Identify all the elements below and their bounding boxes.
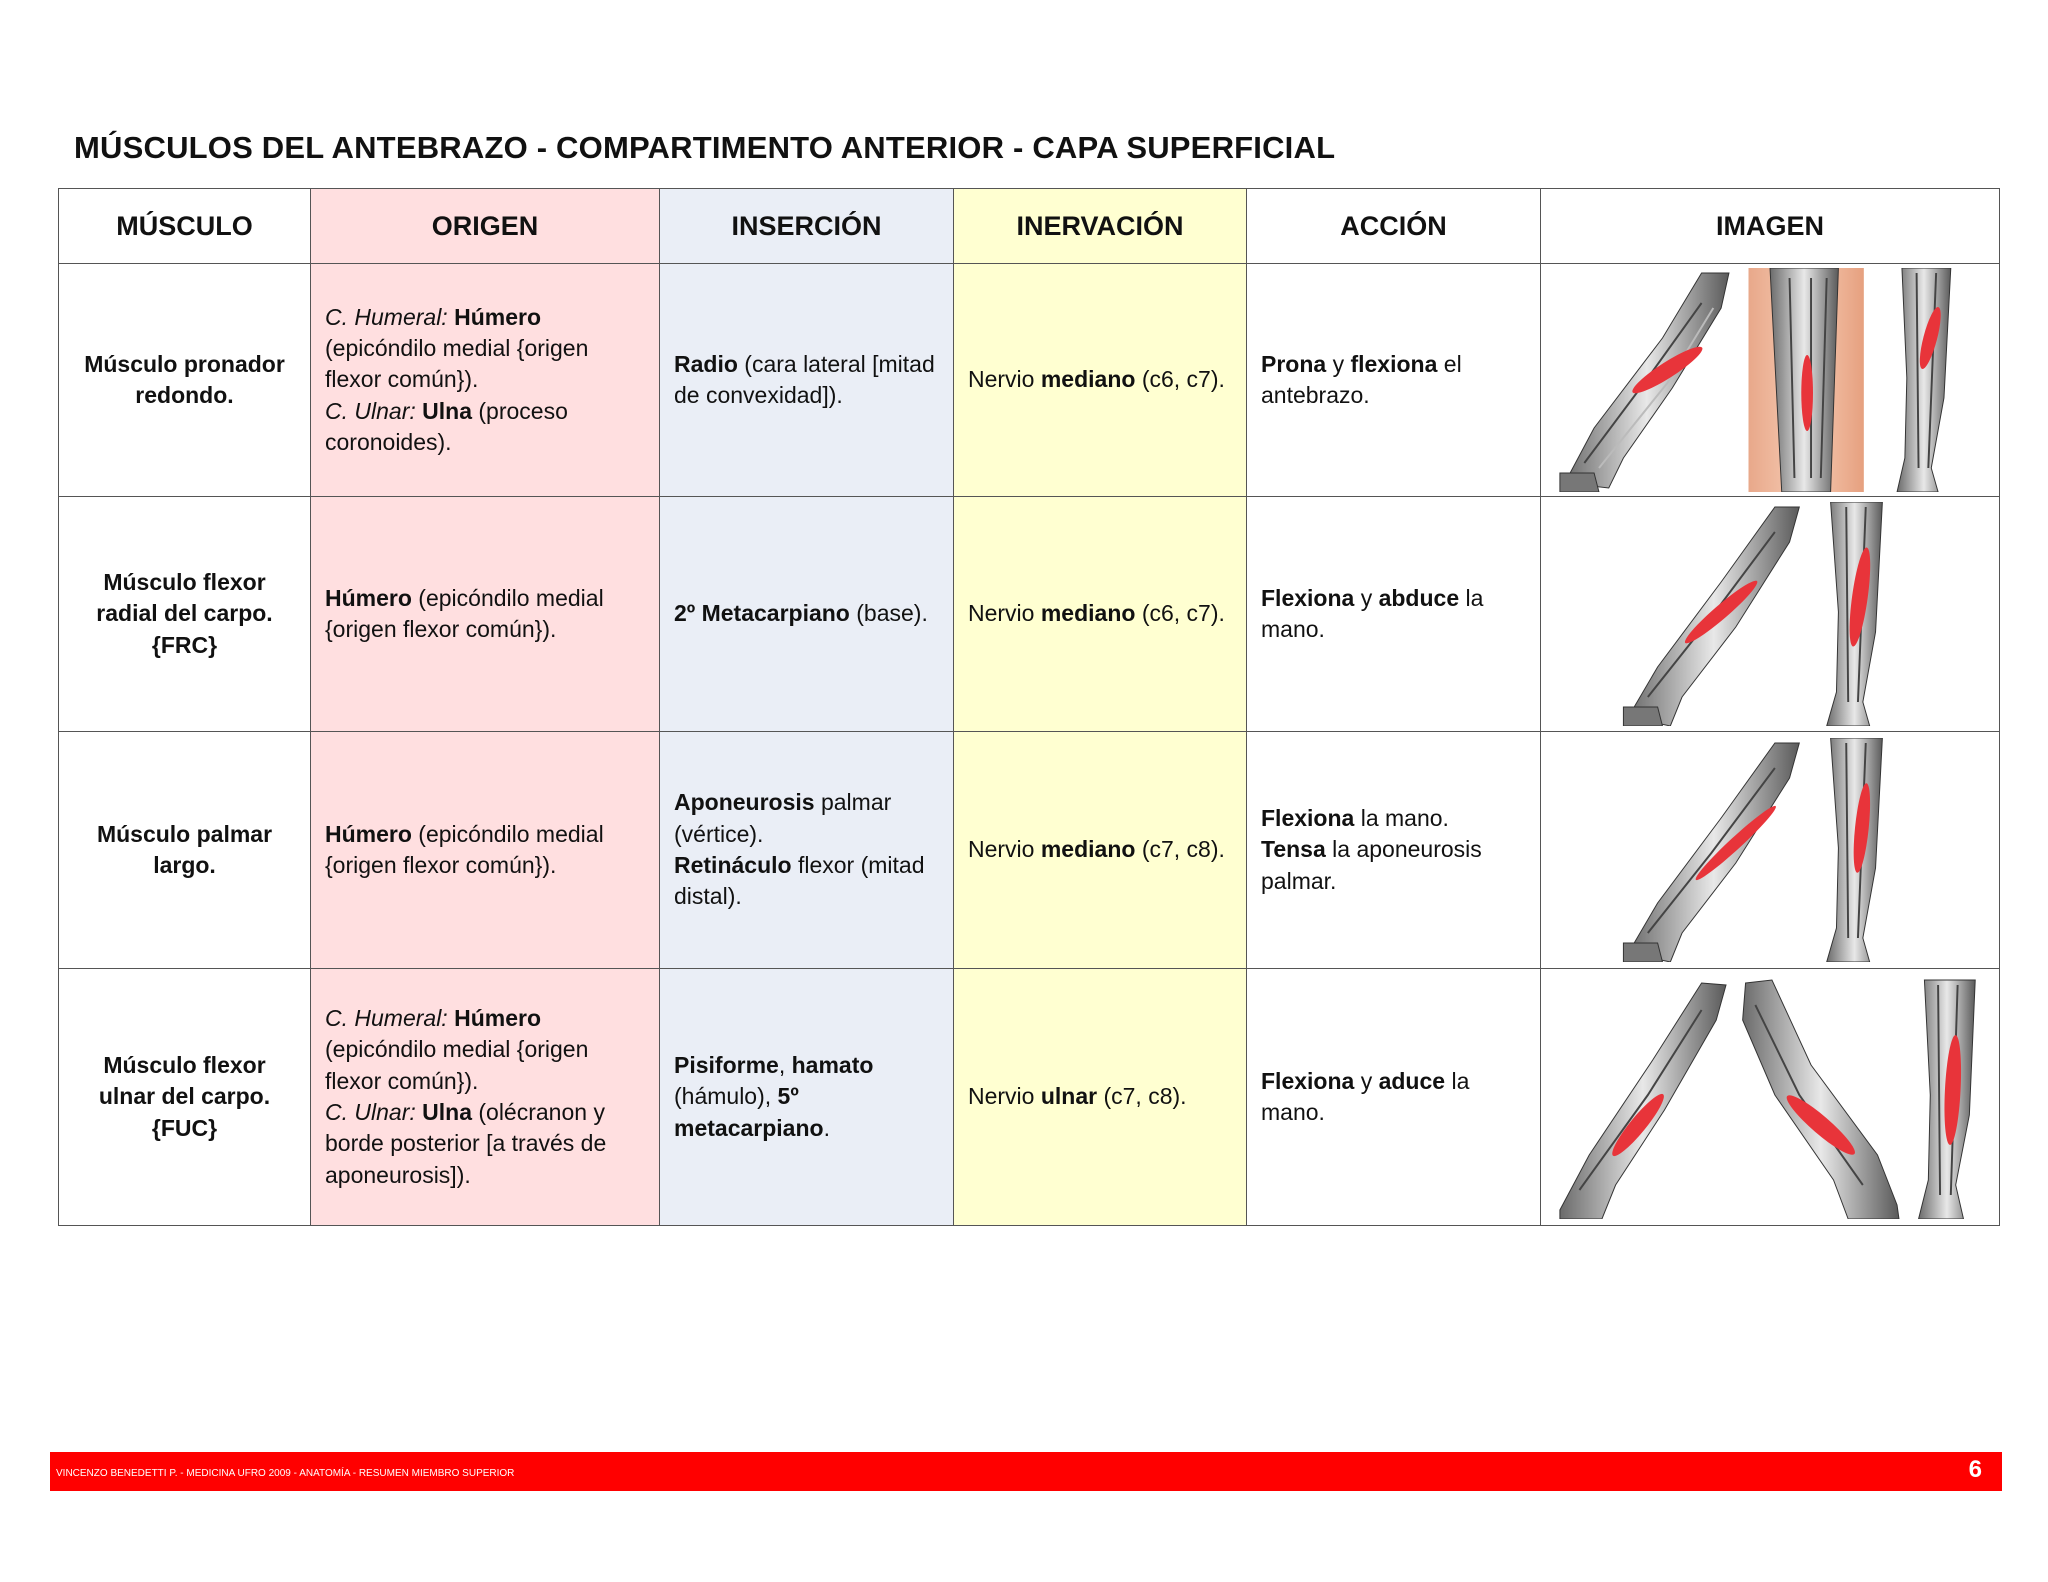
insertion-cell <box>660 732 954 969</box>
origin-detail: (olécranon y borde posterior [a través de aponeurosis]). <box>325 1099 607 1188</box>
action-conj: y <box>1360 584 1373 611</box>
action-verb: Flexiona <box>1261 584 1355 611</box>
footer-bar <box>50 1452 2002 1491</box>
muscle-name: Músculo flexor ulnar del carpo. {FUC} <box>59 969 311 1226</box>
origin-cell <box>311 732 660 969</box>
action-rest: la mano. <box>1261 1067 1470 1125</box>
action-rest: la aponeurosis palmar. <box>1261 836 1482 894</box>
origin-detail: (epicóndilo medial {origen flexor común}). <box>325 335 589 393</box>
insertion-detail: (base). <box>856 600 928 627</box>
origin-detail: (proceso coronoides). <box>325 397 568 455</box>
muscle-table <box>58 188 2000 1226</box>
action-cell <box>1247 497 1541 732</box>
forearm-anterior-oblique-icon <box>1623 507 1799 726</box>
forearm-medial-view-icon <box>1827 738 1883 962</box>
forearm-medial-view-icon <box>1897 268 1951 492</box>
origin-cell <box>311 497 660 732</box>
table-header-row <box>59 189 2000 264</box>
nerve-roots: (c6, c7). <box>1141 366 1225 393</box>
image-cell <box>1541 264 2000 497</box>
nerve-name: mediano <box>1040 366 1136 393</box>
header-muscle: MÚSCULO <box>59 189 311 264</box>
image-cell <box>1541 732 2000 969</box>
image-cell <box>1541 497 2000 732</box>
insertion-cell <box>660 969 954 1226</box>
origin-bone: Húmero <box>325 820 412 847</box>
page-number: 6 <box>1968 1456 1982 1483</box>
table-row <box>59 732 2000 969</box>
nerve-prefix: Nervio <box>968 366 1035 393</box>
muscle-name: Músculo pronador redondo. <box>59 264 311 497</box>
innervation-cell <box>954 732 1247 969</box>
origin-head-label: C. Ulnar: <box>325 397 416 424</box>
insertion-cell <box>660 264 954 497</box>
forearm-anterior-oblique-icon <box>1560 273 1729 492</box>
origin-detail: (epicóndilo medial {origen flexor común}). <box>325 584 604 642</box>
action-rest: la mano. <box>1360 805 1449 832</box>
action-cell <box>1247 969 1541 1226</box>
action-verb: abduce <box>1378 584 1460 611</box>
nerve-name: mediano <box>1040 836 1136 863</box>
forearm-deep-dissection-icon <box>1749 268 1864 492</box>
insertion-cell <box>660 497 954 732</box>
nerve-name: ulnar <box>1040 1083 1098 1110</box>
origin-head-label: C. Ulnar: <box>325 1099 416 1125</box>
insertion-detail: flexor (mitad distal). <box>674 852 925 910</box>
insertion-bone: Radio <box>674 350 738 377</box>
table-row <box>59 969 2000 1226</box>
page-title: MÚSCULOS DEL ANTEBRAZO - COMPARTIMENTO ANTERIOR - CAPA SUPERFICIAL <box>74 130 1336 165</box>
muscle-name: Músculo palmar largo. <box>59 732 311 969</box>
nerve-prefix: Nervio <box>968 1083 1035 1110</box>
nerve-prefix: Nervio <box>968 836 1035 863</box>
nerve-name: mediano <box>1040 600 1136 627</box>
table-row <box>59 264 2000 497</box>
origin-bone: Ulna <box>422 1099 472 1125</box>
insertion-bone: Retináculo <box>674 852 792 878</box>
header-insertion: INSERCIÓN <box>660 189 954 264</box>
action-conj: y <box>1360 1067 1373 1094</box>
innervation-cell <box>954 969 1247 1226</box>
insertion-bone: 2º Metacarpiano <box>674 600 850 627</box>
origin-bone: Húmero <box>325 584 412 611</box>
origin-detail: (epicóndilo medial {origen flexor común}). <box>325 1036 589 1094</box>
origin-bone: Húmero <box>454 1005 541 1032</box>
insertion-bone: hamato <box>791 1052 874 1079</box>
action-verb: aduce <box>1378 1067 1446 1094</box>
forearm-medial-view-icon <box>1919 980 1976 1219</box>
insertion-bone: Pisiforme <box>674 1052 779 1079</box>
origin-head-label: C. Humeral: <box>325 303 448 330</box>
action-rest: la mano. <box>1261 584 1484 642</box>
nerve-prefix: Nervio <box>968 600 1035 627</box>
nerve-roots: (c7, c8). <box>1103 1083 1187 1110</box>
insertion-bone: Aponeurosis <box>674 789 815 816</box>
action-conj: y <box>1332 350 1345 377</box>
action-verb: Flexiona <box>1261 805 1355 832</box>
forearm-posterior-oblique-icon <box>1743 980 1899 1219</box>
forearm-anterior-oblique-icon <box>1623 743 1799 962</box>
action-rest: el antebrazo. <box>1261 350 1462 408</box>
origin-cell <box>311 264 660 497</box>
action-verb: Flexiona <box>1261 1067 1355 1094</box>
header-action: ACCIÓN <box>1247 189 1541 264</box>
innervation-cell <box>954 264 1247 497</box>
action-verb: Tensa <box>1261 836 1326 863</box>
action-cell <box>1247 264 1541 497</box>
action-verb: Prona <box>1261 350 1327 377</box>
table-row <box>59 497 2000 732</box>
muscle-name: Músculo flexor radial del carpo. {FRC} <box>59 497 311 732</box>
image-cell <box>1541 969 2000 1226</box>
origin-cell <box>311 969 660 1226</box>
footer-text: VINCENZO BENEDETTI P. - MEDICINA UFRO 2009 - ANATOMÍA - RESUMEN MIEMBRO SUPERIOR <box>56 1468 515 1479</box>
header-innervation: INERVACIÓN <box>954 189 1247 264</box>
insertion-detail: (hámulo), <box>674 1083 772 1110</box>
origin-head-label: C. Humeral: <box>325 1005 448 1032</box>
insertion-end: . <box>823 1114 830 1141</box>
nerve-roots: (c6, c7). <box>1141 600 1225 627</box>
nerve-roots: (c7, c8). <box>1141 836 1225 863</box>
insertion-detail: palmar (vértice). <box>674 789 892 847</box>
action-cell <box>1247 732 1541 969</box>
insertion-detail: (cara lateral [mitad de convexidad]). <box>674 350 935 408</box>
header-image: IMAGEN <box>1541 189 2000 264</box>
header-origin: ORIGEN <box>311 189 660 264</box>
origin-bone: Ulna <box>422 397 472 424</box>
forearm-medial-view-icon <box>1827 502 1883 726</box>
origin-detail: (epicóndilo medial {origen flexor común}). <box>325 820 604 878</box>
insertion-sep: , <box>778 1052 786 1079</box>
insertion-bone: 5º metacarpiano <box>674 1083 824 1141</box>
forearm-anterior-oblique-icon <box>1560 983 1726 1219</box>
action-verb: flexiona <box>1350 350 1438 377</box>
origin-bone: Húmero <box>454 303 541 330</box>
innervation-cell <box>954 497 1247 732</box>
